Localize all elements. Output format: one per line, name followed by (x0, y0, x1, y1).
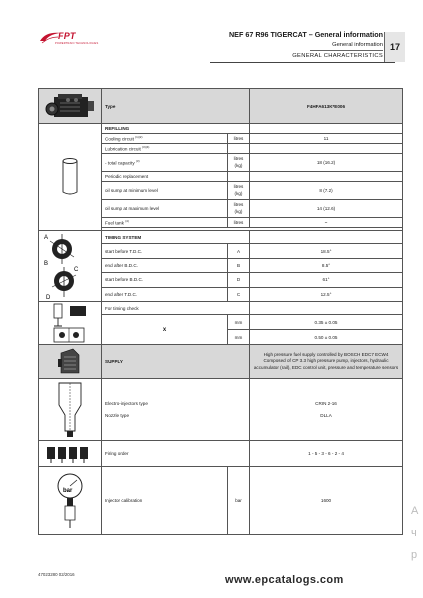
refill-tank-icon (60, 157, 80, 197)
timing-letter: C (228, 287, 250, 301)
brand-logo-subtext: POWERTRAIN TECHNOLOGIES (55, 42, 99, 45)
refilling-heading: REFILLING (102, 124, 250, 134)
timing-diagram-cell (39, 231, 102, 302)
subsection-label: GENERAL CHARACTERISTICS (292, 53, 383, 59)
valve-clearance-icon (50, 302, 90, 344)
header-divider (310, 50, 383, 51)
engine-illustration-cell (39, 89, 102, 124)
fuel-tank-value: – (250, 218, 403, 228)
cylinders-icon (45, 443, 95, 465)
engine-code: F4HFA613K*E006 (250, 89, 403, 124)
unit-bar: bar (228, 467, 250, 535)
firing-order-value: 1 - 5 - 3 - 6 - 2 - 4 (250, 441, 403, 467)
supply-description: High pressure fuel supply controlled by BOSCH EDC7 ECW4 Composed of CP 3.3 high pressure pump, injectors, hydraulic accumulator (rail), EDC control unit, pressure and temperature sensors (250, 345, 403, 379)
timing-letter: A (228, 244, 250, 258)
unit-mm: mm (228, 315, 250, 330)
unit-mm: mm (228, 330, 250, 345)
edge-glyph: р (411, 549, 418, 561)
table-row (39, 467, 403, 535)
oil-max-value: 14 (12.6) (250, 200, 403, 218)
supply-heading: SUPPLY (102, 345, 250, 379)
document-code: 47023280 02/2016 (38, 572, 75, 577)
timing-check-label: For timing check (102, 302, 250, 315)
firing-order-label: Firing order (102, 441, 250, 467)
unit-litres-kg: litres (kg) (228, 154, 250, 172)
injector-nozzle-icon (55, 381, 85, 439)
oil-min-value: 8 (7.2) (250, 182, 403, 200)
total-capacity-label: - total capacity $^{(3)}$ (102, 154, 228, 172)
fuel-pump-icon (55, 347, 85, 377)
injector-type-values (250, 379, 403, 441)
timing-check-value: 0.35 ± 0.05 (250, 315, 403, 330)
injector-type-labels (102, 379, 250, 441)
table-row (39, 231, 403, 244)
injector-calibration-value: 1600 (250, 467, 403, 535)
table-header-row (39, 89, 403, 124)
timing-label: start before T.D.C. (102, 244, 228, 258)
clearance-symbol: x (102, 315, 228, 345)
electro-injectors-label: Electro-injectors type (105, 401, 148, 407)
timing-letter-a: A (44, 235, 49, 241)
timing-value: 8.5° (250, 258, 403, 272)
table-row (39, 441, 403, 467)
injector-calibration-label: Injector calibration (102, 467, 228, 535)
firing-order-illustration-cell (39, 441, 102, 467)
timing-letter: D (228, 273, 250, 287)
fuel-tank-label: Fuel tank $^{(4)}$ (102, 218, 228, 228)
valve-clearance-cell (39, 302, 102, 345)
operation-value: 0.50 ± 0.05 (250, 330, 403, 345)
unit-litres: litres (228, 218, 250, 228)
timing-system-heading: TIMING SYSTEM (102, 231, 250, 244)
electro-injectors-value: CRIN 2-16 (315, 401, 337, 407)
oil-tank-illustration-cell (39, 124, 102, 231)
table-row (39, 345, 403, 379)
engine-icon (44, 91, 96, 121)
header-rule (210, 62, 395, 63)
timing-label: end after B.D.C. (102, 258, 228, 272)
periodic-replacement-label: Periodic replacement (102, 172, 228, 182)
general-characteristics-table (38, 88, 403, 535)
cooling-circuit-value: 11 (250, 134, 403, 144)
timing-label: start before B.D.C. (102, 273, 228, 287)
timing-diagram-icon (42, 231, 98, 301)
cooling-circuit-label: Cooling circuit $^{(1)(2)}$ (102, 134, 228, 144)
oil-min-label: oil sump at minimum level (102, 182, 228, 200)
unit-litres-kg: litres (kg) (228, 200, 250, 218)
type-label: Type (102, 89, 250, 124)
pressure-gauge-icon (52, 470, 88, 532)
timing-value: 61° (250, 273, 403, 287)
timing-value: 18.5° (250, 244, 403, 258)
lubrication-circuit-label: Lubrication circuit $^{(3)(4)}$ (102, 144, 228, 154)
injector-calibration-cell (39, 467, 102, 535)
supply-illustration-cell (39, 345, 102, 379)
unit-litres-kg: litres (kg) (228, 182, 250, 200)
page-number: 17 (384, 32, 405, 62)
nozzle-type-value: DLLA (320, 412, 332, 418)
timing-letter: B (228, 258, 250, 272)
timing-letter-d: D (46, 295, 51, 301)
total-capacity-value: 18 (16.2) (250, 154, 403, 172)
unit-litres: litres (228, 134, 250, 144)
timing-letter-b: B (44, 261, 49, 267)
timing-label: end after T.D.C. (102, 287, 228, 301)
edge-glyph: A (411, 505, 419, 517)
gauge-unit-label: bar (63, 487, 73, 494)
brand-logo-text: FPT (58, 31, 76, 41)
table-row (39, 302, 403, 315)
document-title: NEF 67 R96 TIGERCAT – General information (228, 30, 383, 39)
table-row (39, 124, 403, 134)
table-row (39, 379, 403, 441)
timing-value: 12.5° (250, 287, 403, 301)
edge-glyph: ч (411, 527, 417, 539)
section-label: General information (332, 42, 383, 48)
injector-illustration-cell (39, 379, 102, 441)
oil-max-label: oil sump at maximum level (102, 200, 228, 218)
watermark-link[interactable]: www.epcatalogs.com (225, 574, 344, 586)
nozzle-type-label: Nozzle type (105, 412, 130, 418)
timing-letter-c: C (74, 267, 79, 273)
